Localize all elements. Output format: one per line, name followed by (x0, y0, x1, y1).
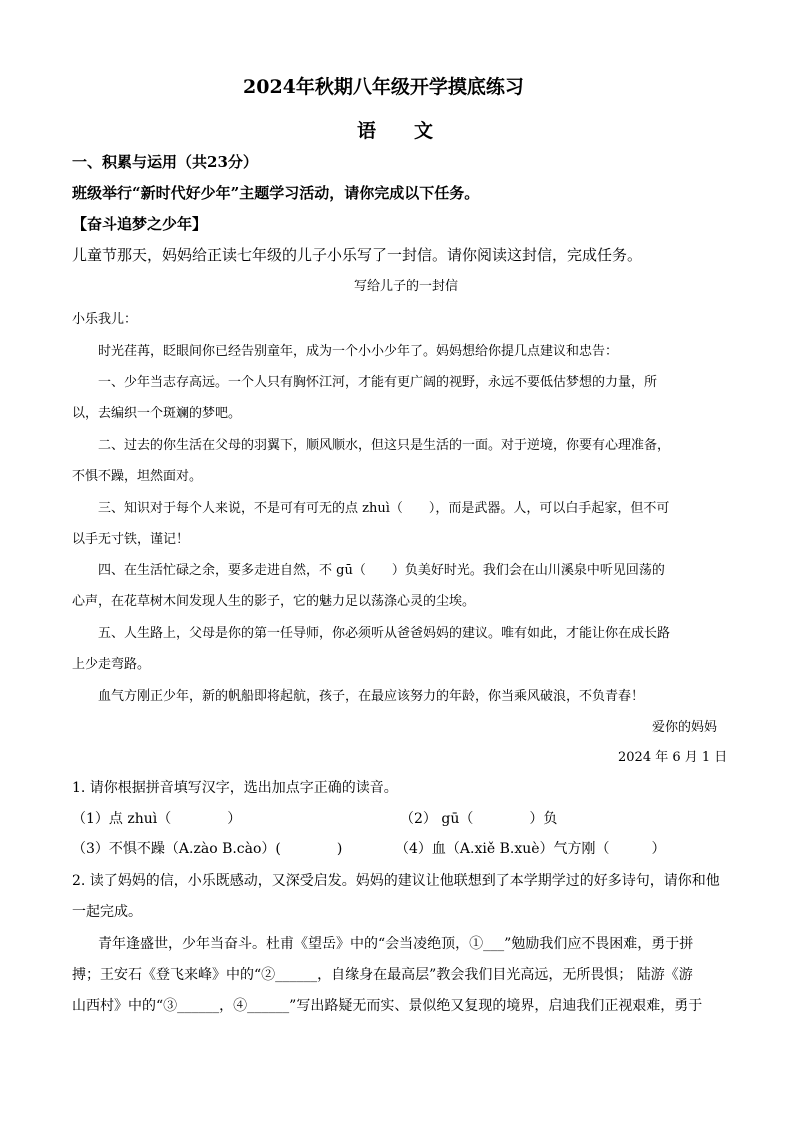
question-2-stem: 一起完成。 (72, 904, 142, 920)
subject-title: 语 文 (357, 120, 434, 142)
letter-line: 以，去编织一个斑斓的梦吧。 (72, 406, 242, 421)
question-1-item-3: （3）不惧不躁（A.zào B.cào）( ) (72, 841, 343, 857)
letter-line: 四、在生活忙碌之余，要多走进自然，不 gū（ ）负美好时光。我们会在山川溪泉中听见回荡的 (98, 563, 665, 578)
letter-line: 心声，在花草树木间发现人生的影子，它的魅力足以荡涤心灵的尘埃。 (72, 594, 476, 609)
letter-line: 二、过去的你生活在父母的羽翼下，顺风顺水，但这只是生活的一面。对于逆境，你要有心理准备， (98, 438, 671, 453)
letter-title: 写给儿子的一封信 (354, 279, 459, 294)
section-heading: 一、积累与运用（共23分） (72, 153, 258, 171)
question-1-item-1: （1）点 zhuì（ ） (72, 811, 242, 827)
letter-line: 以手无寸铁，谨记！ (72, 532, 190, 547)
question-2-stem: 2. 读了妈妈的信，小乐既感动，又深受启发。妈妈的建议让他联想到了本学期学过的好多诗句，请你和他 (72, 873, 720, 889)
question-2-paragraph: 青年逢盛世，少年当奋斗。杜甫《望岳》中的“会当凌绝顶，①___”勉励我们应不畏困难，勇于拼 (98, 936, 694, 952)
reading-lead: 儿童节那天，妈妈给正读七年级的儿子小乐写了一封信。请你阅读这封信，完成任务。 (72, 246, 643, 264)
letter-line: 血气方刚正少年，新的帆船即将起航，孩子，在最应该努力的年龄，你当乘风破浪，不负青春！ (98, 689, 645, 704)
subheading: 【奋斗追梦之少年】 (72, 215, 208, 233)
question-1-item-2: （2） gū（ ）负 (400, 811, 558, 827)
question-2-paragraph: 山西村》中的“③______，④______”写出路疑无而实、景似绝又复现的境界，启迪我们正视艰难，勇于 (72, 998, 703, 1014)
letter-signature: 爱你的妈妈 (652, 720, 718, 735)
letter-salutation: 小乐我儿： (72, 312, 138, 327)
exam-title: 2024年秋期八年级开学摸底练习 (243, 76, 524, 98)
question-1-stem: 1. 请你根据拼音填写汉字，选出加点字正确的读音。 (72, 780, 398, 796)
activity-intro: 班级举行“新时代好少年”主题学习活动，请你完成以下任务。 (72, 184, 480, 202)
letter-line: 三、知识对于每个人来说，不是可有可无的点 zhuì（ ），而是武器。人，可以白手起家，但不可 (98, 501, 670, 516)
letter-line: 五、人生路上，父母是你的第一任导师，你必须听从爸爸妈妈的建议。唯有如此，才能让你在成长路 (98, 626, 671, 641)
letter-line: 不惧不躁，坦然面对。 (72, 469, 203, 484)
question-1-item-4: （4）血（A.xiě B.xuè）气方刚（ ） (395, 841, 666, 857)
question-2-paragraph: 搏；王安石《登飞来峰》中的“②______，自缘身在最高层”教会我们目光高远，无所畏惧； 陆游《游 (72, 967, 693, 983)
letter-date: 2024 年 6 月 1 日 (618, 750, 728, 765)
letter-line: 上少走弯路。 (72, 657, 151, 672)
letter-line: 时光荏苒，眨眼间你已经告别童年，成为一个小小少年了。妈妈想给你提几点建议和忠告： (98, 344, 619, 359)
letter-line: 一、少年当志存高远。一个人只有胸怀江河，才能有更广阔的视野，永远不要低估梦想的力量，所 (98, 375, 658, 390)
